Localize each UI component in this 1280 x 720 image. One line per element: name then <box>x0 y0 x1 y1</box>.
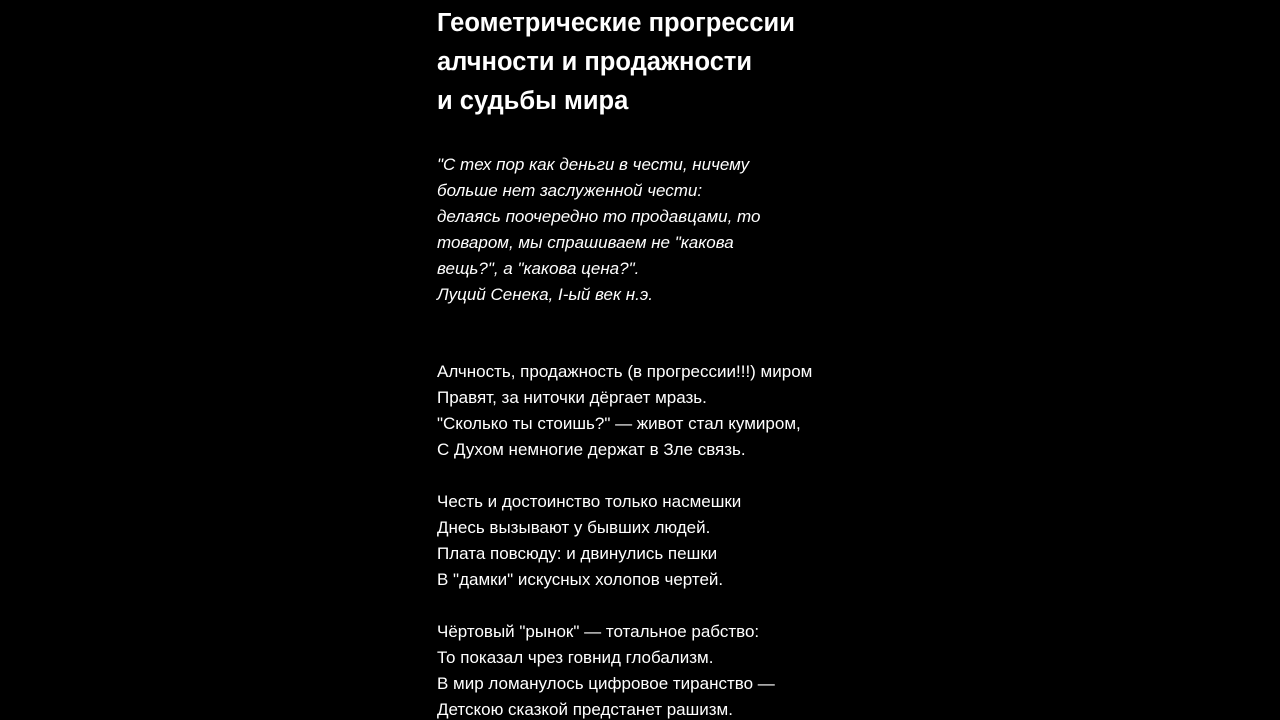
epigraph-attribution: Луций Сенека, I-ый век н.э. <box>437 285 653 304</box>
verse-line: В мир ломанулось цифровое тиранство — <box>437 674 775 693</box>
verse-line: То показал чрез говнид глобализм. <box>437 648 714 667</box>
verse-line: В "дамки" искусных холопов чертей. <box>437 570 724 589</box>
verse-line: С Духом немногие держат в Зле связь. <box>437 440 746 459</box>
verse-line: "Сколько ты стоишь?" — живот стал кумиром, <box>437 414 801 433</box>
verse-line: Чёртовый "рынок" — тотальное рабство: <box>437 622 760 641</box>
verse-line: Правят, за ниточки дёргает мразь. <box>437 388 707 407</box>
stanza-1 <box>437 359 897 463</box>
epigraph-line: больше нет заслуженной чести: <box>437 181 703 200</box>
epigraph-line: вещь?", а "какова цена?". <box>437 259 640 278</box>
title-line: алчности и продажности <box>437 48 753 76</box>
verse-line: Плата повсюду: и двинулись пешки <box>437 544 718 563</box>
epigraph-line: товаром, мы спрашиваем не "какова <box>437 233 734 252</box>
text-column <box>437 0 897 720</box>
verse-line: Днесь вызывают у бывших людей. <box>437 518 711 537</box>
title-line: и судьбы мира <box>437 87 629 115</box>
epigraph-line: "С тех пор как деньги в чести, ничему <box>437 155 750 174</box>
stanza-3 <box>437 619 897 720</box>
epigraph <box>437 152 897 308</box>
verse-line: Алчность, продажность (в прогрессии!!!) миром <box>437 362 813 381</box>
poem-body <box>437 359 897 720</box>
stanza-2 <box>437 489 897 593</box>
verse-line: Честь и достоинство только насмешки <box>437 492 742 511</box>
epigraph-line: делаясь поочередно то продавцами, то <box>437 207 761 226</box>
title-line: Геометрические прогрессии <box>437 9 795 37</box>
poem-title <box>437 0 897 121</box>
verse-line: Детскою сказкой предстанет рашизм. <box>437 700 733 719</box>
